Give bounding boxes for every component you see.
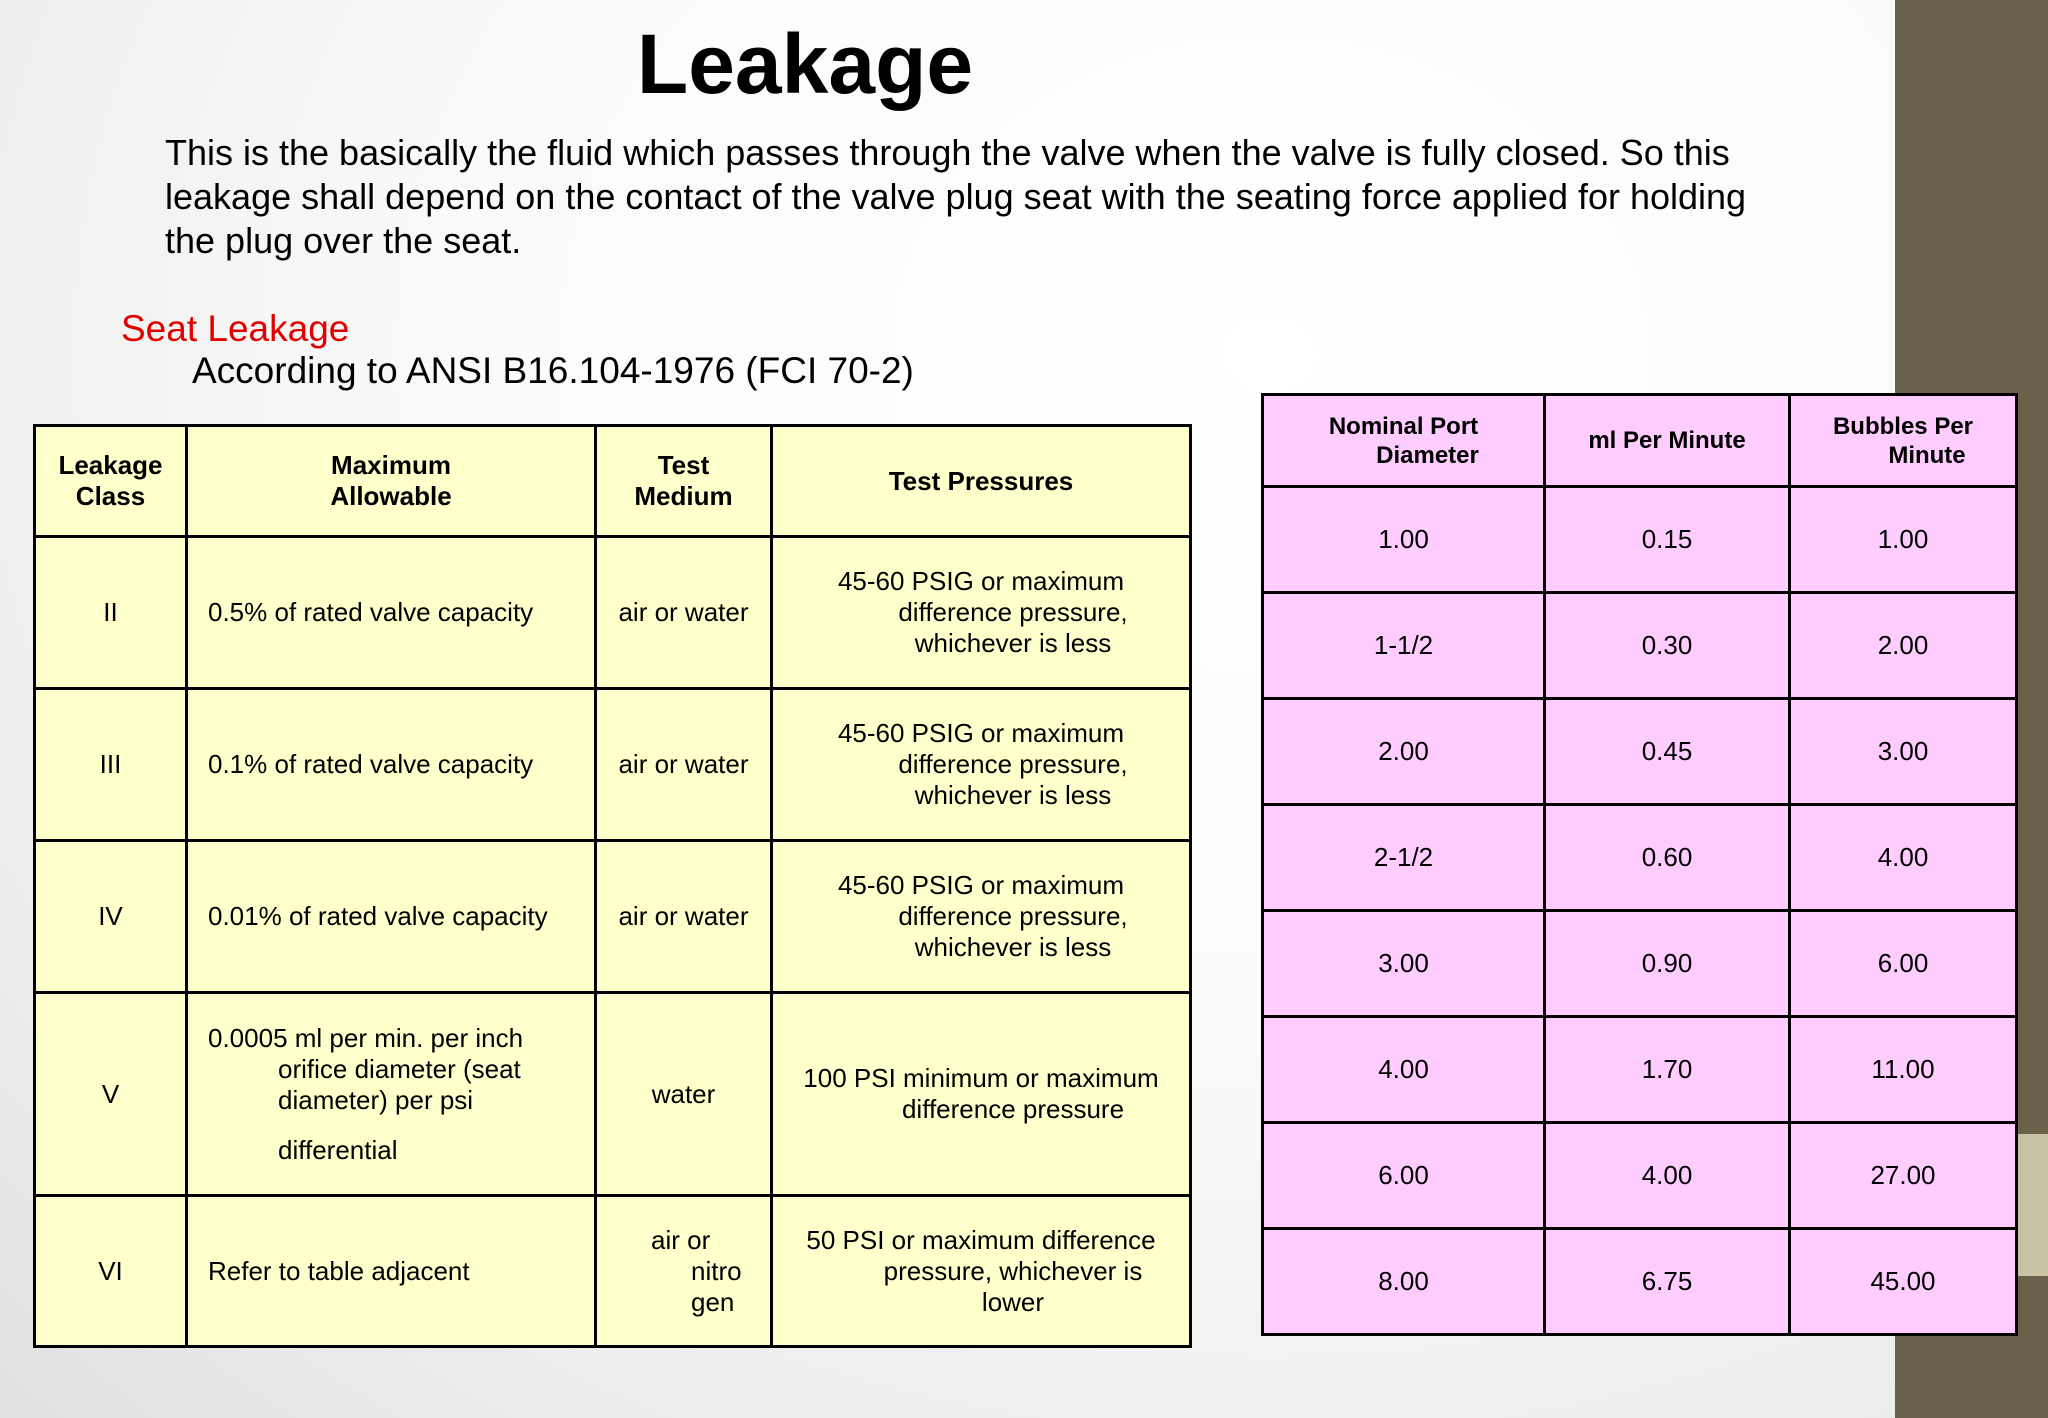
bubbles-per-minute-cell: 6.00 [1790, 911, 2017, 1017]
leakage-class-cell: V [35, 993, 187, 1196]
header-line: ml Per Minute [1588, 427, 1746, 454]
bubbles-per-minute-cell: 45.00 [1790, 1229, 2017, 1335]
header-nominal-port-diameter [1263, 395, 1545, 487]
nominal-port-diameter-cell: 8.00 [1263, 1229, 1545, 1335]
port-table-header [1263, 395, 2017, 487]
max-line: orifice diameter (seat [278, 1053, 521, 1084]
ml-per-minute-cell: 0.15 [1545, 487, 1790, 593]
max-line: Refer to table adjacent [208, 1255, 470, 1286]
nominal-port-diameter-cell: 1.00 [1263, 487, 1545, 593]
pressure-line: whichever is less [914, 628, 1112, 658]
ml-per-minute-cell: 1.70 [1545, 1017, 1790, 1123]
test-medium-cell [596, 689, 772, 841]
header-leakage-class: Leakage Class [35, 426, 187, 537]
pressure-line: whichever is less [914, 780, 1112, 810]
header-ml-per-minute [1545, 395, 1790, 487]
table-row [35, 993, 1191, 1196]
maximum-allowable-cell [187, 689, 596, 841]
header-line: Diameter [1376, 441, 1479, 469]
pressure-line: difference pressure [901, 1094, 1125, 1124]
table-row [1263, 1123, 2017, 1229]
ml-per-minute-cell: 0.90 [1545, 911, 1790, 1017]
pressure-line: pressure, whichever is [883, 1255, 1143, 1286]
header-line: Minute [1888, 441, 1966, 469]
table-row [1263, 911, 2017, 1017]
test-pressures-cell [772, 841, 1191, 993]
table-row [1263, 593, 2017, 699]
leakage-class-cell: IV [35, 841, 187, 993]
medium-line: air or [651, 1224, 711, 1255]
pressure-line: 100 PSI minimum or maximum [803, 1063, 1159, 1093]
bubbles-per-minute-cell: 1.00 [1790, 487, 2017, 593]
section-title: Seat Leakage [121, 308, 350, 349]
max-line: diameter) per psi [278, 1084, 474, 1115]
header-bubbles-per-minute [1790, 395, 2017, 487]
section-subtitle: According to ANSI B16.104-1976 (FCI 70-2) [192, 350, 914, 391]
leakage-table-header [35, 426, 1191, 537]
ml-per-minute-cell: 0.60 [1545, 805, 1790, 911]
nominal-port-diameter-cell: 3.00 [1263, 911, 1545, 1017]
bubbles-per-minute-cell: 2.00 [1790, 593, 2017, 699]
table-row [1263, 487, 2017, 593]
maximum-allowable-cell [187, 993, 596, 1196]
pressure-line: difference pressure, [898, 901, 1128, 931]
bubbles-per-minute-cell: 27.00 [1790, 1123, 2017, 1229]
leakage-class-cell: III [35, 689, 187, 841]
table-row [35, 1196, 1191, 1347]
max-line: 0.5% of rated valve capacity [208, 597, 534, 627]
maximum-allowable-cell [187, 841, 596, 993]
page-title: Leakage [636, 17, 974, 111]
pressure-line: difference pressure, [898, 597, 1128, 627]
bubbles-per-minute-cell: 11.00 [1790, 1017, 2017, 1123]
bubbles-per-minute-cell: 4.00 [1790, 805, 2017, 911]
test-medium-cell [596, 841, 772, 993]
medium-line: air or water [618, 597, 749, 627]
test-medium-cell [596, 993, 772, 1196]
pressure-line: difference pressure, [898, 749, 1128, 779]
intro-paragraph: This is the basically the fluid which passes through the valve when the valve is fully closed. So this leakage shall depend on the contact of the valve plug seat with the seating force applied for holding the plug over the seat. [165, 132, 1747, 261]
max-line: 0.0005 ml per min. per inch [208, 1022, 524, 1053]
table-row [1263, 1017, 2017, 1123]
header-test-pressures: Test Pressures [772, 426, 1191, 537]
leakage-class-table [33, 424, 1192, 1348]
test-pressures-cell [772, 537, 1191, 689]
table-row [1263, 699, 2017, 805]
medium-line: water [651, 1078, 716, 1109]
pressure-line: 45-60 PSIG or maximum [837, 870, 1125, 900]
table-row [35, 689, 1191, 841]
pressure-line: 50 PSI or maximum difference [806, 1224, 1156, 1255]
header-line: Bubbles Per [1832, 412, 1974, 440]
ml-per-minute-cell: 0.30 [1545, 593, 1790, 699]
port-diameter-table [1261, 393, 2018, 1336]
nominal-port-diameter-cell: 2-1/2 [1263, 805, 1545, 911]
header-line: Nominal Port [1328, 412, 1479, 440]
medium-line: air or water [618, 749, 749, 779]
decorative-side-tab [2013, 1134, 2048, 1276]
max-line: 0.01% of rated valve capacity [208, 901, 548, 931]
bubbles-per-minute-cell: 3.00 [1790, 699, 2017, 805]
max-line: differential [278, 1134, 398, 1165]
leakage-class-cell: VI [35, 1196, 187, 1347]
leakage-class-cell: II [35, 537, 187, 689]
ml-per-minute-cell: 4.00 [1545, 1123, 1790, 1229]
nominal-port-diameter-cell: 4.00 [1263, 1017, 1545, 1123]
pressure-line: whichever is less [914, 932, 1112, 962]
test-medium-cell [596, 1196, 772, 1347]
pressure-line: 45-60 PSIG or maximum [837, 718, 1125, 748]
header-maximum-allowable: Maximum Allowable [187, 426, 596, 537]
test-pressures-cell [772, 1196, 1191, 1347]
table-row [35, 841, 1191, 993]
test-pressures-cell [772, 689, 1191, 841]
max-line: 0.1% of rated valve capacity [208, 749, 534, 779]
table-row [35, 537, 1191, 689]
medium-line: air or water [618, 901, 749, 931]
medium-line: gen [691, 1286, 735, 1317]
ml-per-minute-cell: 6.75 [1545, 1229, 1790, 1335]
pressure-line: lower [981, 1286, 1045, 1317]
header-test-medium: Test Medium [596, 426, 772, 537]
test-medium-cell [596, 537, 772, 689]
ml-per-minute-cell: 0.45 [1545, 699, 1790, 805]
pressure-line: 45-60 PSIG or maximum [837, 566, 1125, 596]
table-row [1263, 805, 2017, 911]
maximum-allowable-cell [187, 1196, 596, 1347]
table-row [1263, 1229, 2017, 1335]
medium-line: nitro [691, 1255, 742, 1286]
nominal-port-diameter-cell: 1-1/2 [1263, 593, 1545, 699]
test-pressures-cell [772, 993, 1191, 1196]
nominal-port-diameter-cell: 6.00 [1263, 1123, 1545, 1229]
nominal-port-diameter-cell: 2.00 [1263, 699, 1545, 805]
maximum-allowable-cell [187, 537, 596, 689]
